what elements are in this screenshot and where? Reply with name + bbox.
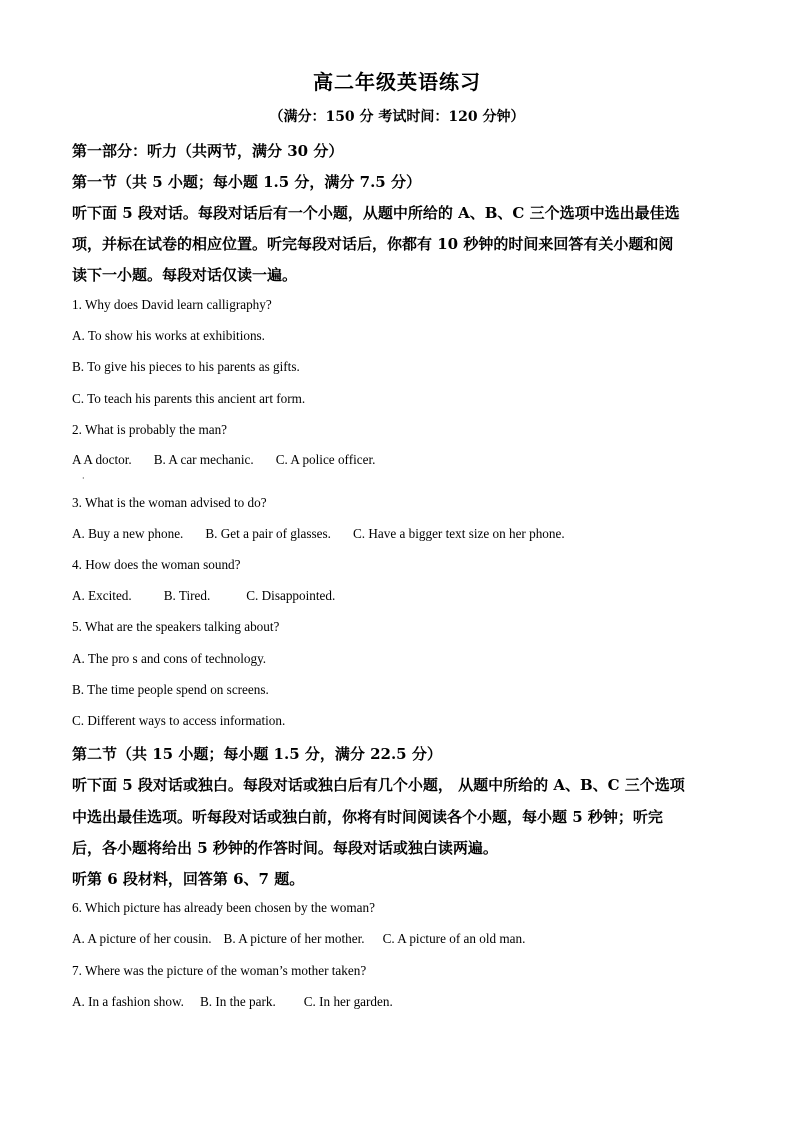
section2-heading: 第二节（共 15 小题；每小题 1.5 分，满分 22.5 分）	[72, 745, 442, 763]
option-b: B. To give his pieces to his parents as gifts.	[72, 359, 300, 374]
option-b: B. In the park.	[199, 994, 276, 1009]
section1-instruction-line: 读下一小题。每段对话仅读一遍。	[72, 266, 298, 284]
question-stem: 3. What is the woman advised to do?	[72, 495, 267, 510]
option-c: C. Disappointed.	[246, 588, 336, 603]
section2-instruction-line: 中选出最佳选项。听每段对话或独白前，你将有时间阅读各个小题，每小题 5 秒钟；听完	[72, 808, 663, 826]
options-row	[72, 931, 525, 947]
section2-instruction-line: 后，各小题将给出 5 秒钟的作答时间。每段对话或独白读两遍。	[72, 839, 498, 857]
option-c: C. In her garden.	[303, 994, 393, 1009]
option-a: A. To show his works at exhibitions.	[72, 328, 265, 343]
option-a: A A doctor.	[72, 452, 132, 467]
section1-instruction-line: 听下面 5 段对话。每段对话后有一个小题，从题中所给的 A、B、C 三个选项中选出最佳选	[72, 204, 680, 222]
option-b: B. A picture of her mother.	[223, 931, 365, 946]
option-c: C. Have a bigger text size on her phone.	[352, 526, 565, 541]
options-row	[72, 994, 393, 1010]
question-stem: 6. Which picture has already been chosen by the woman?	[72, 900, 375, 915]
question-stem: 5. What are the speakers talking about?	[72, 619, 280, 634]
option-b: B. Get a pair of glasses.	[205, 526, 331, 541]
option-c: C. Different ways to access information.	[72, 713, 286, 728]
page-title: 高二年级英语练习	[313, 70, 481, 94]
option-a: A. In a fashion show.	[72, 994, 184, 1009]
stray-dot: ·	[82, 474, 85, 483]
options-row	[72, 526, 565, 542]
question-stem: 4. How does the woman sound?	[72, 557, 241, 572]
option-b: B. The time people spend on screens.	[72, 682, 269, 697]
option-c: C. A police officer.	[275, 452, 376, 467]
option-a: A. Buy a new phone.	[72, 526, 184, 541]
option-b: B. Tired.	[163, 588, 211, 603]
option-a: A. The pro s and cons of technology.	[72, 651, 267, 666]
question-stem: 2. What is probably the man?	[72, 422, 228, 437]
section1-instruction-line: 项，并标在试卷的相应位置。听完每段对话后，你都有 10 秒钟的时间来回答有关小题和阅	[72, 235, 674, 253]
option-c: C. To teach his parents this ancient art form.	[72, 391, 306, 406]
part1-heading: 第一部分：听力（共两节，满分 30 分）	[72, 142, 344, 160]
option-a: A. A picture of her cousin.	[72, 931, 212, 946]
option-b: B. A car mechanic.	[153, 452, 254, 467]
material-heading: 听第 6 段材料，回答第 6、7 题。	[72, 870, 305, 888]
option-c: C. A picture of an old man.	[382, 931, 526, 946]
section2-instruction-line: 听下面 5 段对话或独白。每段对话或独白后有几个小题， 从题中所给的 A、B、C 三个选项	[72, 776, 685, 794]
option-a: A. Excited.	[72, 588, 132, 603]
options-row	[72, 588, 335, 604]
question-stem: 1. Why does David learn calligraphy?	[72, 297, 272, 312]
exam-info: （满分：150 分 考试时间：120 分钟）	[269, 109, 525, 125]
options-row	[72, 452, 375, 468]
question-stem: 7. Where was the picture of the woman’s mother taken?	[72, 963, 367, 978]
section1-heading: 第一节（共 5 小题；每小题 1.5 分，满分 7.5 分）	[72, 173, 421, 191]
